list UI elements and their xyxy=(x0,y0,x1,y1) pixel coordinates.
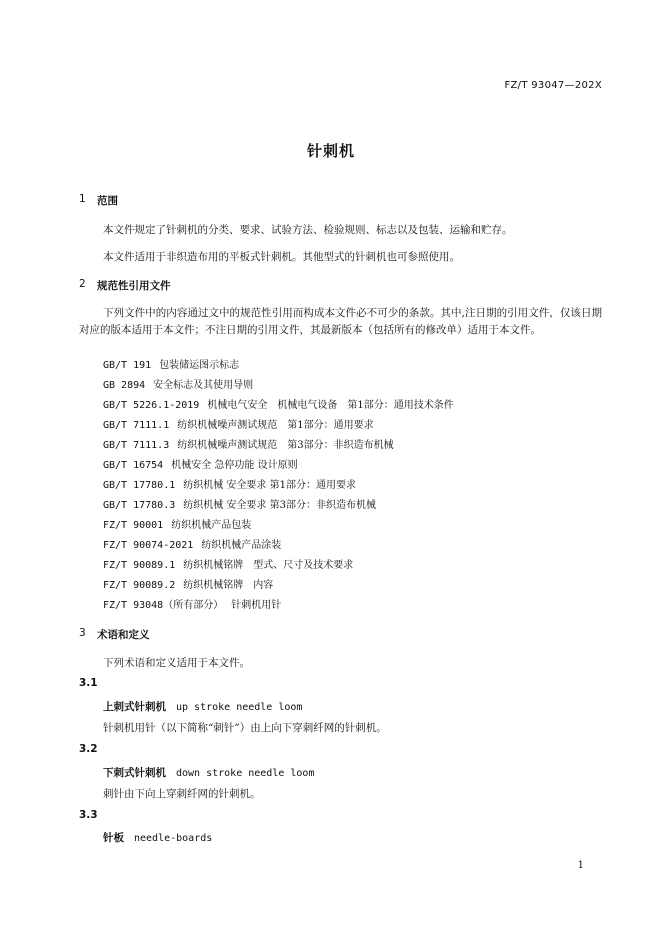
term-chinese: 针板 xyxy=(103,832,124,844)
term-english: down stroke needle loom xyxy=(176,768,315,779)
reference-code: FZ/T 90089.1 xyxy=(103,560,176,571)
reference-name: 纺织机械产品涂装 xyxy=(201,540,282,551)
reference-code: FZ/T 93048（所有部分） xyxy=(103,600,224,611)
reference-name: 纺织机械 安全要求 第3部分：非织造布机械 xyxy=(183,500,376,511)
term-english: needle-boards xyxy=(134,833,213,844)
page-number: 1 xyxy=(577,860,584,871)
reference-code: GB/T 16754 xyxy=(103,460,164,471)
reference-code: GB/T 191 xyxy=(103,360,152,371)
reference-name: 纺织机械 安全要求 第1部分：通用要求 xyxy=(183,480,356,491)
reference-code: FZ/T 90074-2021 xyxy=(103,540,194,551)
section-2-title: 规范性引用文件 xyxy=(97,280,171,292)
reference-code: GB/T 7111.3 xyxy=(103,440,170,451)
section-3-number: 3 xyxy=(79,627,86,639)
term-definition: 刺针由下向上穿刺纤网的针刺机。 xyxy=(103,788,261,800)
reference-name: 纺织机械噪声测试规范 第1部分：通用要求 xyxy=(177,420,374,431)
term-chinese: 下刺式针刺机 xyxy=(103,767,166,779)
section-1-title: 范围 xyxy=(97,195,118,207)
term-heading xyxy=(103,830,212,845)
reference-code: GB/T 5226.1-2019 xyxy=(103,400,200,411)
reference-name: 针刺机用针 xyxy=(231,600,282,611)
reference-item xyxy=(103,576,273,591)
reference-item xyxy=(103,396,454,411)
section-3-title: 术语和定义 xyxy=(97,629,150,641)
term-definition: 针刺机用针（以下简称“刺针”）由上向下穿刺纤网的针刺机。 xyxy=(103,722,387,734)
clause-3-3-number: 3.3 xyxy=(79,809,98,821)
reference-item xyxy=(103,356,239,371)
reference-name: 机械电气安全 机械电气设备 第1部分：通用技术条件 xyxy=(207,400,454,411)
reference-name: 纺织机械噪声测试规范 第3部分：非织造布机械 xyxy=(177,440,394,451)
clause-3-1-number: 3.1 xyxy=(79,677,98,689)
reference-code: GB/T 7111.1 xyxy=(103,420,170,431)
reference-item xyxy=(103,436,394,451)
reference-item xyxy=(103,536,281,551)
term-heading xyxy=(103,699,302,714)
reference-code: FZ/T 90001 xyxy=(103,520,164,531)
term-heading xyxy=(103,765,314,780)
reference-code: GB/T 17780.3 xyxy=(103,500,176,511)
section-1-paragraph-2: 本文件适用于非织造布用的平板式针刺机。其他型式的针刺机也可参照使用。 xyxy=(103,251,460,263)
section-2-number: 2 xyxy=(79,278,86,290)
reference-item xyxy=(103,596,281,611)
term-chinese: 上刺式针刺机 xyxy=(103,701,166,713)
section-3-intro: 下列术语和定义适用于本文件。 xyxy=(103,657,250,669)
reference-item xyxy=(103,416,374,431)
section-2-intro: 下列文件中的内容通过文中的规范性引用而构成本文件必不可少的条款。其中,注日期的引用文件，仅该日期对应的版本适用于本文件；不注日期的引用文件，其最新版本（包括所有的修改单）适用于本文件。 xyxy=(79,307,602,336)
document-number: FZ/T 93047—202X xyxy=(504,80,602,91)
reference-name: 安全标志及其使用导则 xyxy=(153,380,254,391)
reference-item xyxy=(103,496,376,511)
reference-item xyxy=(103,556,353,571)
document-title: 针刺机 xyxy=(306,142,355,160)
reference-item xyxy=(103,516,251,531)
reference-name: 纺织机械产品包装 xyxy=(171,520,252,531)
section-1-paragraph-1: 本文件规定了针刺机的分类、要求、试验方法、检验规则、标志以及包装、运输和贮存。 xyxy=(103,224,513,236)
reference-code: GB 2894 xyxy=(103,380,146,391)
reference-name: 机械安全 急停功能 设计原则 xyxy=(171,460,298,471)
reference-item xyxy=(103,376,253,391)
section-1-number: 1 xyxy=(79,193,86,205)
term-english: up stroke needle loom xyxy=(176,702,303,713)
reference-item xyxy=(103,476,356,491)
reference-code: GB/T 17780.1 xyxy=(103,480,176,491)
clause-3-2-number: 3.2 xyxy=(79,743,98,755)
reference-item xyxy=(103,456,298,471)
reference-name: 包装储运图示标志 xyxy=(159,360,240,371)
reference-name: 纺织机械铭牌 型式、尺寸及技术要求 xyxy=(183,560,354,571)
reference-code: FZ/T 90089.2 xyxy=(103,580,176,591)
reference-name: 纺织机械铭牌 内容 xyxy=(183,580,274,591)
